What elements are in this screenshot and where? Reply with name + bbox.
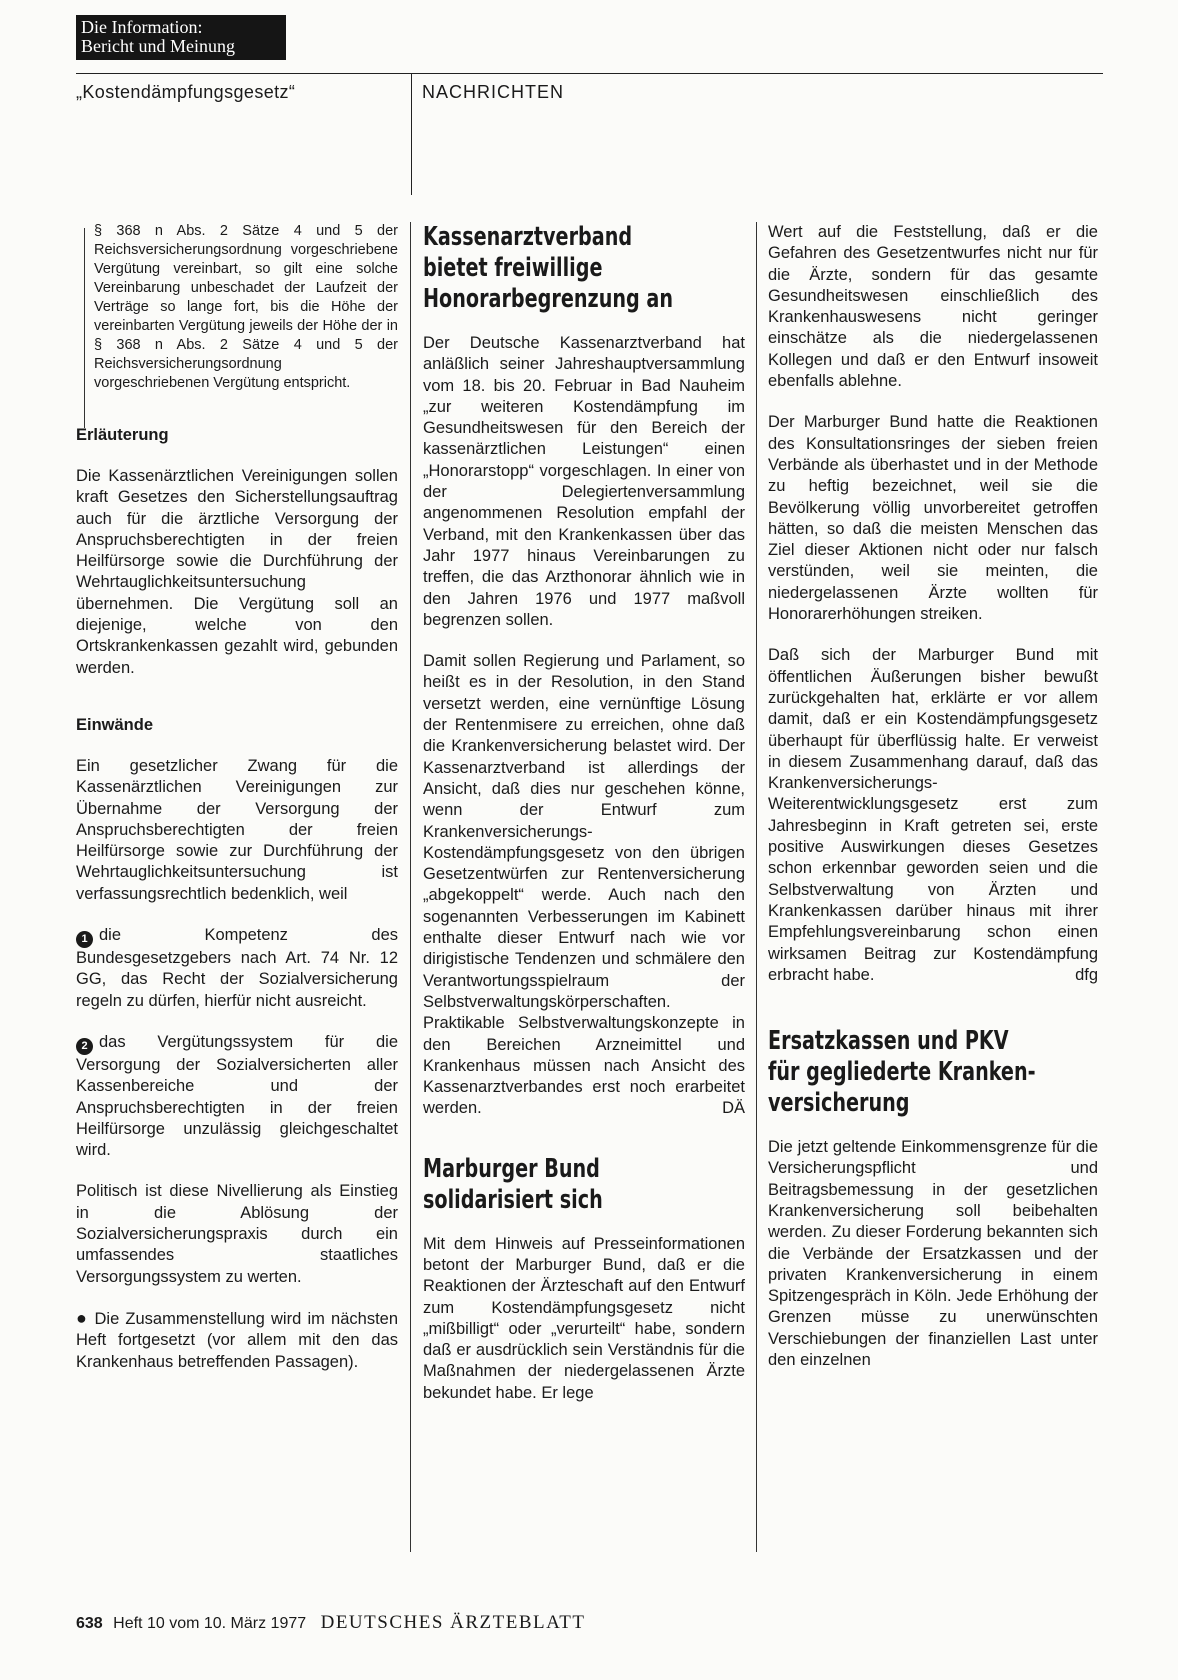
- article-2-paragraph-1: Mit dem Hinweis auf Presseinformationen betont der Marburger Bund, daß er die Reaktionen der Ärzteschaft auf den Entwurf zum Kostendämpfungsgesetz nicht „mißbilligt“ oder „verurteilt“ habe, sondern daß er ausdrücklich sein Verständnis für die Maßnahmen der niedergelassenen Ärzte bekundet habe. Er lege: [423, 1234, 745, 1402]
- headline-3-line-2: für gegliederte Kranken-: [768, 1057, 1036, 1088]
- article-2-paragraph-3-text: Daß sich der Marburger Bund mit öffentlichen Äußerungen bisher bewußt zurückgehalten hat, erklärte er vor allem damit, daß er ein Kostendämpfungsgesetz überhaupt für überflüssig halte. Er verweist in diesem Zusammenhang darauf, daß das Krankenversicherungs-Weiterentwicklungsgesetz erst zum Jahresbeginn in Kraft getreten sei, erste positive Auswirkungen dieses Gesetzes schon erkennbar geworden seien und die Selbstverwaltung von Ärzten und Krankenkassen darüber hinaus mit ihrer Empfehlungsvereinbarung schon einen wirksamen Beitrag zur Kostendämpfung erbracht habe.: [768, 646, 1098, 984]
- point-1: [76, 925, 398, 1012]
- column-middle: [423, 222, 745, 1404]
- article-1-signature: DÄ: [722, 1099, 745, 1118]
- law-excerpt: § 368 n Abs. 2 Sätze 4 und 5 der Reichsversicherungsordnung vorgeschriebene Vergütung vereinbart, so gilt eine solche Vereinbarung unbeschadet der Laufzeit der Verträge so lange fort, bis die Höhe der vereinbarten Vergütung jeweils der Höhe der in § 368 n Abs. 2 Sätze 4 und 5 der Reichsversicherungsordnung vorgeschriebenen Vergütung entspricht.: [94, 223, 398, 391]
- point-2: [76, 1032, 398, 1161]
- headline-1-line-1: Kassenarztverband: [423, 222, 633, 252]
- section-kicker-left: „Kostendämpfungsgesetz“: [76, 82, 296, 102]
- header-rule: [76, 73, 1103, 74]
- number-2-icon: 2: [76, 1038, 93, 1055]
- article-1-paragraph-2-text: Damit sollen Regierung und Parlament, so heißt es in der Resolution, in den Stand versetzt werden, eine vernünftige Lösung der Rentenmisere zu erreichen, ohne daß die Krankenversicherung belastet wird. Der Kassenarztverband ist allerdings der Ansicht, daß dies nur geschehen könne, wenn der Entwurf zum Krankenversicherungs-Kostendämpfungsgesetz von den übrigen Gesetzentwürfen zur Rentenversicherung „abgekoppelt“ werde. Auch nach den sogenannten Verbesserungen im Kabinett enthalte dieser Entwurf nach wie vor dirigistische Tendenzen und schmälere den Verantwortungsspielraum der Selbstverwaltungskörperschaften. Praktikable Selbstverwaltungskonzepte in den Bereichen Arzneimittel und Krankenhaus müssen nach Ansicht des Kassenarztverbandes erst noch erarbeitet werden.: [423, 652, 745, 1118]
- rubric-line-2: Bericht und Meinung: [81, 36, 235, 56]
- article-1-paragraph-1: Der Deutsche Kassenarztverband hat anläßlich seiner Jahreshauptversammlung vom 18. bis 20. Februar in Bad Nauheim „zur weiteren Kostendämpfung im Gesundheitswesen für den Bereich der kassenärztlichen Leistungen“ einen „Honorarstopp“ vorgeschlagen. In einer von der Delegiertenversammlung angenommenen Resolution empfahl der Verband, mit den Krankenkassen über das Jahr 1977 hinaus Vereinbarungen zu treffen, die das Arzthonorar ähnlich wie in den Jahren 1976 und 1977 maßvoll begrenzen sollen.: [423, 334, 745, 629]
- headline-2-line-1: Marburger Bund: [423, 1153, 600, 1184]
- rubric-line-1: Die Information:: [81, 17, 203, 37]
- point-2-text: das Vergütungssystem für die Versorgung der Sozialversicherten aller Kassenbereiche und der Anspruchsberechtigten in der freien Heilfürsorge unzulässig gleichgeschaltet wird.: [76, 1032, 398, 1160]
- issue-info: Heft 10 vom 10. März 1977: [113, 1615, 307, 1632]
- headline-kassenarztverband: [423, 222, 687, 315]
- heading-einwaende: Einwände: [76, 715, 154, 734]
- continuation-note-text: Die Zusammenstellung wird im nächsten Heft fortgesetzt (vor allem mit den das Krankenhaus betreffenden Passagen).: [76, 1309, 399, 1371]
- heading-erlaeuterung: Erläuterung: [76, 426, 169, 444]
- paragraph-politisch: Politisch ist diese Nivellierung als Einstieg in die Ablösung der Sozialversicherungspraxis durch ein umfassendes staatliches Versorgungssystem zu werten.: [76, 1182, 398, 1286]
- article-2-paragraph-2: Der Marburger Bund hatte die Reaktionen des Konsultationsringes der sieben freien Verbände als überhastet und in der Methode zu heftig bezeichnet, weil sie die Bevölkerung völlig unvorbereitet getroffen hätten, so daß die meisten Menschen das Ziel dieser Aktionen nicht oder nur falsch verstünden, weil sie meinten, die niedergelassenen Ärzte wollten für Honorarerhöhungen streiken.: [768, 413, 1098, 624]
- column-rule-1: [410, 222, 411, 1552]
- rubric-box: [76, 15, 286, 60]
- headline-1-line-2: bietet freiwillige: [423, 253, 603, 283]
- section-kicker-right: NACHRICHTEN: [422, 82, 565, 102]
- headline-marburger-bund: [423, 1154, 687, 1216]
- column-rule-2: [756, 222, 757, 1552]
- headline-2-line-2: solidarisiert sich: [423, 1184, 603, 1215]
- headline-3-line-3: versicherung: [768, 1088, 910, 1119]
- paragraph-einwaende: Ein gesetzlicher Zwang für die Kassenärztlichen Vereinigungen zur Übernahme der Versorgung der Anspruchsberechtigten der freien Heilfürsorge sowie zur Durchführung der Wehrtauglichkeitsuntersuchung ist verfassungsrechtlich bedenklich, weil: [76, 756, 398, 903]
- number-1-icon: 1: [76, 931, 93, 948]
- article-2-continuation: Wert auf die Feststellung, daß er die Gefahren des Gesetzentwurfes nicht nur für die Ärzte, sondern für das gesamte Gesundheitswesen einschließlich des Krankenhauswesens nicht geringer einschätze als die niedergelassenen Kollegen und daß er den Entwurf insoweit ebenfalls ablehne.: [768, 223, 1098, 391]
- article-3-paragraph-1: Die jetzt geltende Einkommensgrenze für die Versicherungspflicht und Beitragsbemessung in der gesetzlichen Krankenversicherung soll beibehalten werden. Zu dieser Forderung bekannten sich die Verbände der Ersatzkassen und der privaten Krankenversicherung in einem Spitzengespräch in Köln. Jede Erhöhung der Grenzen müsse zu unerwünschten Verschiebungen der finanziellen Last unter den einzelnen: [768, 1138, 1098, 1370]
- point-1-text: die Kompetenz des Bundesgesetzgebers nach Art. 74 Nr. 12 GG, das Recht der Sozialversicherung regeln zu dürfen, hierfür nicht ausreicht.: [76, 926, 398, 1010]
- column-right: [768, 222, 1098, 1371]
- page-footer: [76, 1612, 585, 1634]
- header-divider: [411, 73, 412, 195]
- paragraph-erlaeuterung: Die Kassenärztlichen Vereinigungen sollen kraft Gesetzes den Sicherstellungsauftrag auch für die ärztliche Versorgung der Anspruchsberechtigten in der freien Heilfürsorge sowie die Durchführung der Wehrtauglichkeitsuntersuchung übernehmen. Die Vergütung soll an diejenige, welche von den Ortskrankenkassen gezahlt wird, gebunden werden.: [76, 467, 398, 677]
- headline-3-line-1: Ersatzkassen und PKV: [768, 1026, 1009, 1057]
- article-1-paragraph-2: [423, 651, 745, 1120]
- journal-name: DEUTSCHES ÄRZTEBLATT: [320, 1612, 586, 1633]
- article-2-signature: dfg: [1075, 965, 1098, 984]
- bullet-dot-icon: ●: [76, 1307, 89, 1328]
- page-number: 638: [76, 1615, 103, 1632]
- continuation-note: [76, 1308, 398, 1373]
- headline-ersatzkassen: [768, 1026, 1039, 1119]
- column-left: [76, 222, 398, 1373]
- headline-1-line-3: Honorarbegrenzung an: [423, 284, 674, 314]
- article-2-paragraph-3: [768, 645, 1098, 986]
